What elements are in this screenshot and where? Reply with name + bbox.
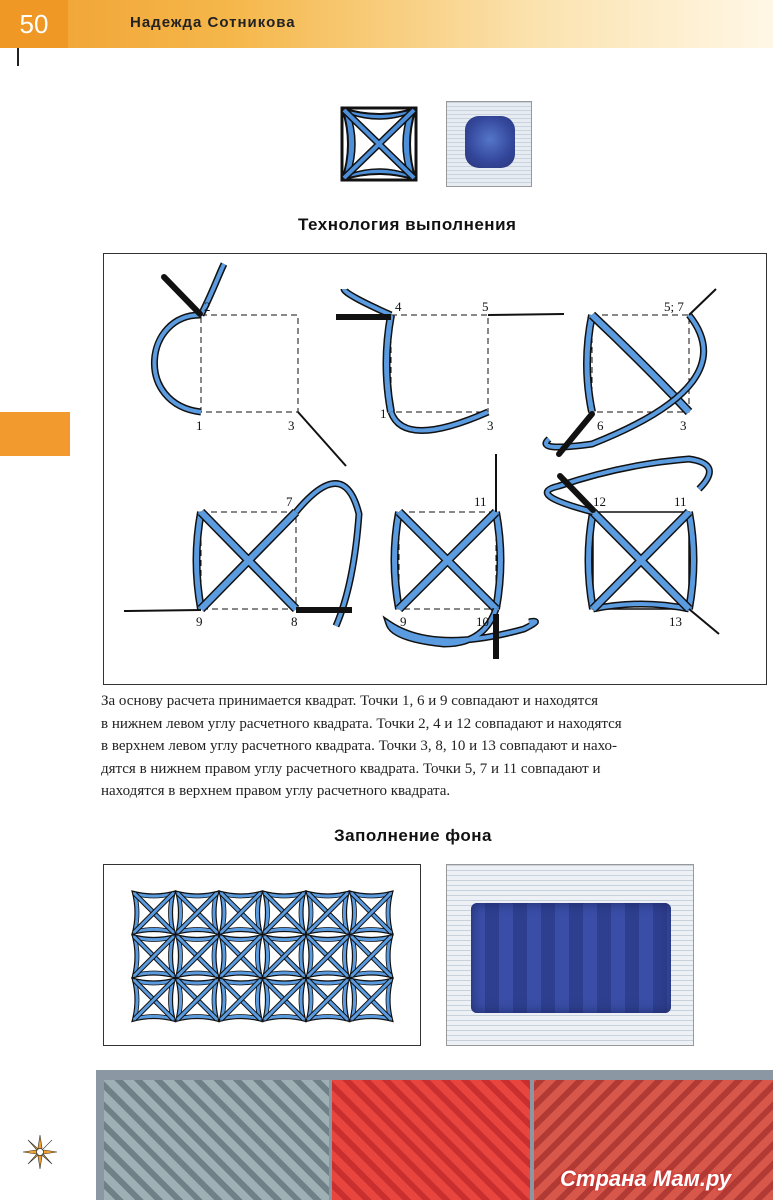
technique-diagram: [103, 253, 767, 685]
section-title-fill: Заполнение фона: [334, 826, 493, 845]
step-5-label-a: 11: [474, 494, 487, 509]
header-divider: [17, 48, 19, 66]
step-2-label-b: 5: [482, 299, 489, 314]
fill-stitch-cell: [219, 935, 263, 979]
fill-stitch-cell: [176, 891, 220, 935]
step-4-label-c: 8: [291, 614, 298, 629]
fill-stitch-cell: [306, 978, 350, 1022]
step-6-label-b: 11: [674, 494, 687, 509]
fill-stitch-cell: [263, 891, 307, 935]
fill-sample-photo: [446, 864, 694, 1046]
step-6-label-c: 13: [669, 614, 682, 629]
stitch-icon-diagram: [336, 102, 422, 186]
step-3-label-c: 3: [680, 418, 687, 433]
step-2-label-c: 1: [380, 406, 387, 421]
step-6-label-a: 12: [593, 494, 606, 509]
step-2-label-d: 3: [487, 418, 494, 433]
description-line: в нижнем левом углу расчетного квадрата. Точки 2, 4 и 12 совпадают и находятся: [101, 715, 622, 732]
step-6-diagram: [547, 459, 719, 634]
step-3-label-b: 6: [597, 418, 604, 433]
fill-stitch-cell: [350, 891, 394, 935]
fill-stitch-cell: [132, 891, 176, 935]
sun-ornament-icon: [22, 1134, 58, 1170]
step-5-diagram: [389, 454, 535, 659]
fill-stitch-cell: [306, 935, 350, 979]
description-line: находятся в верхнем правом углу расчетного квадрата.: [101, 783, 451, 799]
fill-stitch-cell: [263, 935, 307, 979]
step-3-diagram: [546, 289, 716, 454]
fill-stitch-cell: [176, 935, 220, 979]
description-line: За основу расчета принимается квадрат. Точки 1, 6 и 9 совпадают и находятся: [101, 693, 599, 709]
side-tab-marker: [0, 412, 70, 456]
step-4-label-a: 7: [286, 494, 293, 509]
fill-stitch-cell: [132, 978, 176, 1022]
step-1-label-b: 1: [196, 418, 203, 433]
fill-stitch-cell: [306, 891, 350, 935]
fill-stitch-cell: [350, 935, 394, 979]
fill-pattern-diagram: [103, 864, 421, 1046]
page-header: [0, 0, 773, 48]
fill-stitch-cell: [219, 978, 263, 1022]
step-3-label-a: 5; 7: [664, 299, 684, 314]
step-4-diagram: [124, 483, 359, 629]
stitch-sample-photo: [446, 101, 532, 187]
author-name: Надежда Сотникова: [130, 14, 296, 31]
section-title-technique: Технология выполнения: [298, 215, 517, 234]
description-line: дятся в нижнем правом углу расчетного квадрата. Точки 5, 7 и 11 совпадают и: [101, 760, 601, 777]
fill-stitch-cell: [350, 978, 394, 1022]
step-5-label-b: 9: [400, 614, 407, 629]
watermark: Страна Мам.ру: [560, 1166, 732, 1191]
step-4-label-b: 9: [196, 614, 203, 629]
fill-stitch-cell: [132, 935, 176, 979]
description-line: в верхнем левом углу расчетного квадрата. Точки 3, 8, 10 и 13 совпадают и нахо-: [101, 738, 618, 754]
fill-stitch-cell: [219, 891, 263, 935]
description-text: [101, 690, 761, 803]
step-1-label-c: 3: [288, 418, 295, 433]
step-1-label-a: 2: [204, 299, 211, 314]
step-2-label-a: 4: [395, 299, 402, 314]
step-2-diagram: [336, 289, 564, 433]
step-1-diagram: [154, 264, 346, 466]
fill-stitch-cell: [263, 978, 307, 1022]
fill-stitch-cell: [176, 978, 220, 1022]
page-number: 50: [0, 0, 68, 48]
step-5-label-c: 10: [476, 614, 489, 629]
